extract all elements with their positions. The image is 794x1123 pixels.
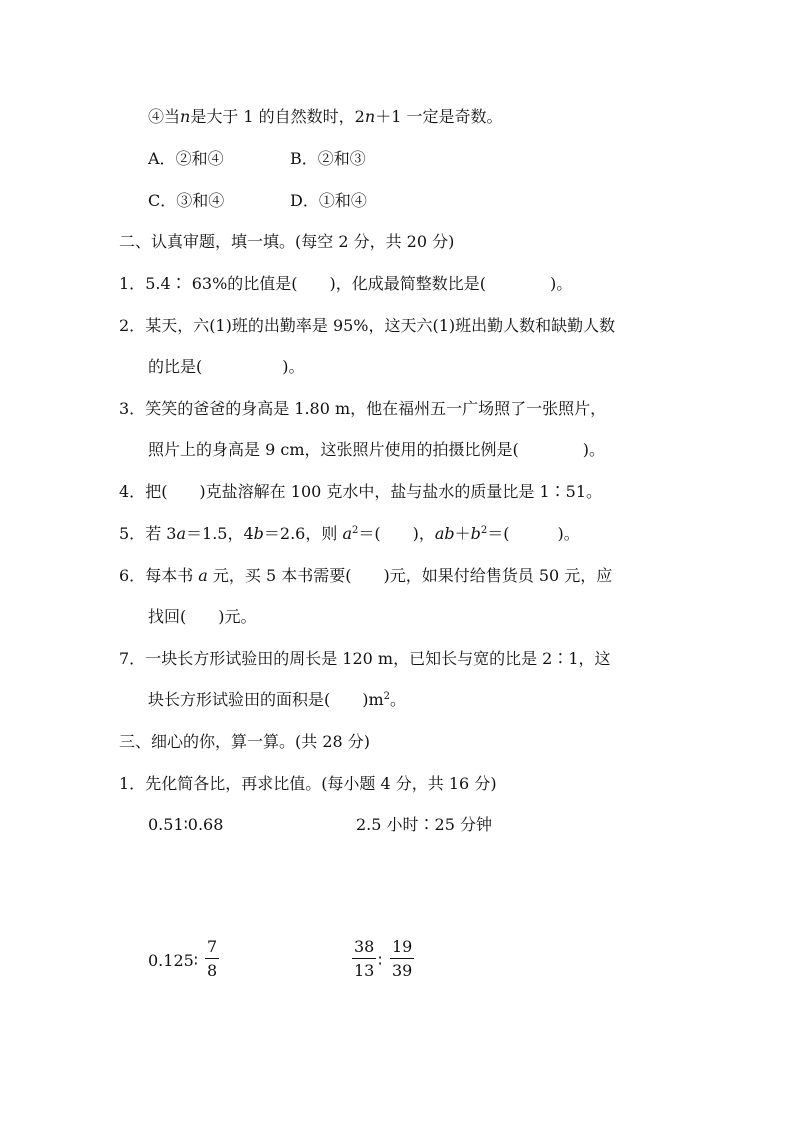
expr-3-prefix: 0.125∶	[148, 951, 198, 970]
choice-d	[290, 191, 367, 211]
s2-q5-p1: 若 3	[145, 524, 177, 543]
s2-q6-l1a: 每本书	[145, 566, 199, 585]
s3-q1-text: 先化简各比，再求比值。(每小题 4 分，共 16 分)	[145, 774, 497, 793]
s2-q2-text1: 某天，六(1)班的出勤率是 95%，这天六(1)班出勤人数和缺勤人数	[145, 316, 616, 335]
s2-q3-text1: 笑笑的爸爸的身高是 1.80 m，他在福州五一广场照了一张照片，	[145, 399, 607, 418]
s2-q6-l1b: 元，买 5 本书需要( )元，如果付给售货员 50 元，应	[207, 566, 613, 585]
s2-q7-line2	[148, 690, 406, 710]
choice-d-label: D．	[290, 191, 319, 210]
section2-title: 二、认真审题，填一填。(每空 2 分，共 20 分)	[119, 232, 455, 251]
choice-b	[290, 149, 366, 169]
exponent-2b: 2	[480, 525, 488, 536]
fraction-38-13	[352, 937, 376, 981]
s2-q5-num: 5．	[119, 524, 146, 543]
fraction-bar	[352, 958, 376, 959]
var-b-squared: b	[470, 524, 481, 543]
expr-2: 2.5 小时∶25 分钟	[356, 815, 492, 834]
fraction-7-8	[205, 937, 219, 981]
s3-q1-num: 1．	[119, 774, 146, 793]
choice-a-text: ②和④	[175, 149, 224, 168]
var-a-squared: a	[342, 524, 352, 543]
s2-q7-line1	[119, 649, 611, 669]
s2-q7-num: 7．	[119, 649, 146, 668]
s2-q1-text: 5.4∶ 63%的比值是( )，化成最简整数比是( )。	[145, 274, 573, 293]
s2-q3-num: 3．	[119, 399, 146, 418]
section3-title: 三、细心的你，算一算。(共 28 分)	[119, 732, 371, 751]
choice-b-text: ②和③	[317, 149, 366, 168]
frac-numerator: 7	[207, 937, 218, 956]
choice-b-label: B．	[290, 149, 318, 168]
var-ab: ab	[434, 524, 455, 543]
fraction-19-39	[390, 937, 414, 981]
s2-q1-num: 1．	[119, 274, 146, 293]
var-b: b	[253, 524, 264, 543]
s2-q4	[119, 482, 602, 502]
frac-numerator: 19	[392, 937, 413, 956]
s2-q6-num: 6．	[119, 566, 146, 585]
s2-q5-p6: ＝( )。	[487, 524, 580, 543]
s2-q7-text2: 块长方形试验田的面积是( )m	[148, 690, 384, 709]
frac-denominator: 13	[354, 961, 375, 980]
choice-c	[148, 191, 224, 211]
choice-c-text: ③和④	[176, 191, 225, 210]
s2-q5-p3: ＝2.6，则	[263, 524, 343, 543]
frac-denominator: 39	[392, 961, 413, 980]
exponent-2: 2	[352, 525, 359, 536]
var-n-2: n	[364, 107, 376, 126]
s2-q4-text: 把( )克盐溶解在 100 克水中，盐与盐水的质量比是 1∶51。	[145, 482, 603, 501]
var-a-price: a	[198, 566, 208, 585]
frac-denominator: 8	[207, 961, 218, 980]
s2-q7-end: 。	[390, 690, 407, 709]
s2-q5	[119, 524, 580, 544]
var-a: a	[176, 524, 187, 543]
s2-q3-line2: 照片上的身高是 9 cm，这张照片使用的拍摄比例是( )。	[148, 440, 605, 459]
var-n: n	[180, 107, 191, 126]
item4-prefix: ④当	[148, 107, 181, 126]
choice-a	[148, 149, 224, 169]
choice-a-label: A．	[148, 149, 176, 168]
s2-q1	[119, 274, 572, 294]
s2-q7-text1: 一块长方形试验田的周长是 120 m，已知长与宽的比是 2∶1，这	[145, 649, 611, 668]
s2-q4-num: 4．	[119, 482, 146, 501]
item4-suffix: ＋1 一定是奇数。	[375, 107, 503, 126]
s2-q2-line1	[119, 316, 615, 336]
frac-numerator: 38	[354, 937, 375, 956]
s3-q1	[119, 774, 497, 794]
s2-q6-line1	[119, 566, 612, 586]
s2-q2-line2: 的比是( )。	[148, 357, 305, 376]
s2-q6-line2: 找回( )元。	[148, 607, 257, 626]
choice-d-text: ①和④	[318, 191, 367, 210]
option-item-4	[148, 107, 502, 127]
ratio-colon: ∶	[378, 951, 383, 970]
expr-1: 0.51∶0.68	[148, 815, 224, 834]
s2-q2-num: 2．	[119, 316, 146, 335]
s2-q5-p4: ＝( )，	[358, 524, 435, 543]
s2-q5-p5: ＋	[454, 524, 471, 543]
s2-q5-p2: ＝1.5，4	[186, 524, 254, 543]
choice-c-label: C．	[148, 191, 177, 210]
fraction-bar	[205, 958, 219, 959]
fraction-bar	[390, 958, 414, 959]
exponent-area: 2	[383, 691, 391, 702]
item4-mid: 是大于 1 的自然数时，2	[190, 107, 365, 126]
s2-q3-line1	[119, 399, 606, 419]
